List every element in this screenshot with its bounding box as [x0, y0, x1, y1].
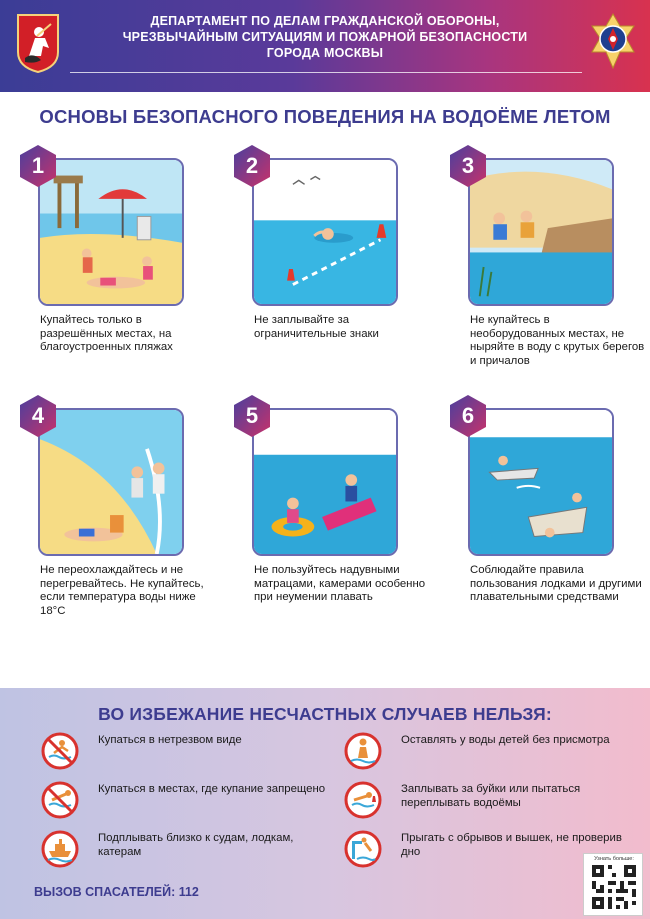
- step-number-badge: [232, 144, 272, 188]
- step-number: 2: [245, 153, 259, 178]
- mchs-emblem-icon: [588, 12, 638, 74]
- boats-illustration: [468, 408, 614, 556]
- prohibition-text: Купаться в местах, где купание запрещено: [98, 783, 326, 795]
- moscow-coat-of-arms-icon: [15, 12, 61, 74]
- prohibition-text: Заплывать за буйки или пытаться переплывать водоёмы: [401, 783, 581, 809]
- card-text: Не купайтесь в необорудованных местах, не ныряйте в воду с крутых берегов и причалов: [470, 314, 645, 367]
- swimmer-buoy-icon: [343, 780, 383, 820]
- header-banner: [0, 0, 650, 92]
- qr-label: Узнать больше:: [594, 856, 634, 862]
- beach-illustration: [38, 158, 184, 306]
- step-number: 6: [461, 403, 475, 428]
- main-title: ОСНОВЫ БЕЗОПАСНОГО ПОВЕДЕНИЯ НА ВОДОЁМЕ ЛЕТОМ: [39, 106, 611, 127]
- step-number: 1: [31, 153, 45, 178]
- prohibition-text: Прыгать с обрывов и вышек, не проверив дно: [401, 832, 622, 858]
- no-swimming-icon: [40, 780, 80, 820]
- prohibitions-title: ВО ИЗБЕЖАНИЕ НЕСЧАСТНЫХ СЛУЧАЕВ НЕЛЬЗЯ:: [98, 704, 552, 724]
- card-text: Не заплывайте за ограничительные знаки: [254, 314, 379, 340]
- step-number: 4: [31, 403, 45, 428]
- rescue-call-number: ВЫЗОВ СПАСАТЕЛЕЙ: 112: [34, 885, 199, 899]
- drunk-swimming-icon: [40, 731, 80, 771]
- header-title-line: ДЕПАРТАМЕНТ ПО ДЕЛАМ ГРАЖДАНСКОЙ ОБОРОНЫ,: [150, 14, 500, 28]
- prohibition-text: Подплывать близко к судам, лодкам, катерам: [98, 832, 294, 858]
- step-number-badge: [18, 394, 58, 438]
- prohibitions-section: [0, 688, 650, 919]
- step-number-badge: [232, 394, 272, 438]
- step-number: 3: [461, 153, 475, 178]
- diving-icon: [343, 829, 383, 869]
- prohibition-item: [40, 829, 330, 869]
- card-text: Соблюдайте правила пользования лодками и другими плавательными средствами: [470, 564, 642, 604]
- card-text: Не пользуйтесь надувными матрацами, камерами особенно при неумении плавать: [254, 564, 426, 604]
- header-title-line: ГОРОДА МОСКВЫ: [266, 46, 384, 60]
- prohibition-item: [40, 780, 330, 820]
- qr-code-icon: [592, 865, 636, 909]
- prohibition-text: Оставлять у воды детей без присмотра: [401, 734, 610, 746]
- step-number-badge: [448, 394, 488, 438]
- prohibition-text: Купаться в нетрезвом виде: [98, 734, 242, 746]
- sunbathing-illustration: [38, 408, 184, 556]
- step-number: 5: [245, 403, 259, 428]
- qr-code[interactable]: [583, 853, 643, 916]
- prohibition-item: [343, 780, 633, 820]
- header-divider: [70, 72, 582, 73]
- card-text: Купайтесь только в разрешённых местах, на благоустроенных пляжах: [40, 314, 173, 354]
- header-title: [95, 13, 555, 61]
- cliff-diving-illustration: [468, 158, 614, 306]
- prohibition-item: [343, 731, 633, 771]
- inflatables-illustration: [252, 408, 398, 556]
- step-number-badge: [448, 144, 488, 188]
- prohibition-item: [40, 731, 330, 771]
- card-text: Не переохлаждайтесь и не перегревайтесь. Не купайтесь, если температура воды ниже 18°С: [40, 564, 204, 617]
- child-unattended-icon: [343, 731, 383, 771]
- ship-icon: [40, 829, 80, 869]
- step-number-badge: [18, 144, 58, 188]
- swimmer-buoys-illustration: [252, 158, 398, 306]
- header-title-line: ЧРЕЗВЫЧАЙНЫМ СИТУАЦИЯМ И ПОЖАРНОЙ БЕЗОПАСНОСТИ: [122, 30, 528, 44]
